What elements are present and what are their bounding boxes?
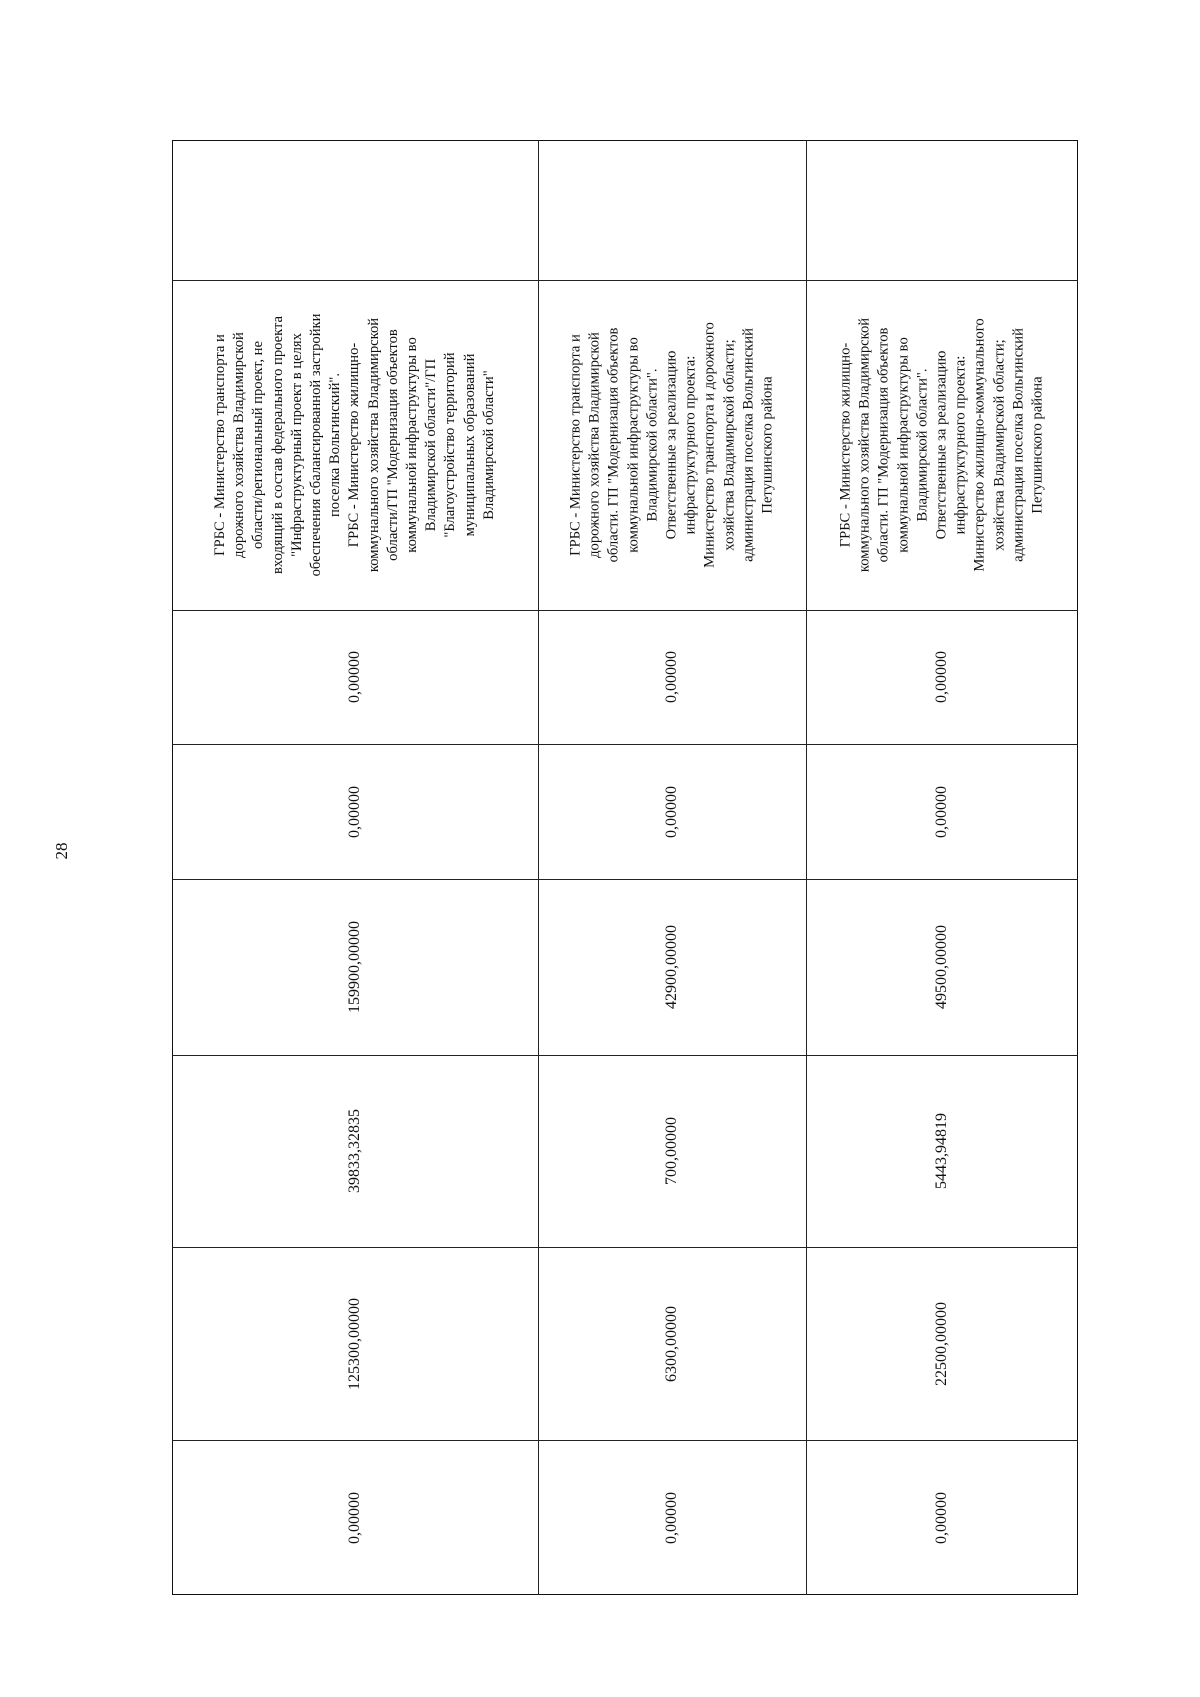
table-cell-value: 5443,94819 (933, 1113, 950, 1189)
table-cell-description: ГРБС - Министерство транспорта и дорожного хозяйства Владимирской области. ГП "Модернизация объектов коммунальной инфраструктуры во Владимирской области". Ответственные за реализацию инфраструктурного проекта: Министерство транспорта и дорожного хозяйства Владимирской области; администрация поселка Вольгинский Петушинского района (567, 322, 776, 568)
table-cell-value: 0,00000 (933, 651, 950, 703)
table-cell-last (806, 140, 1078, 280)
table-cell-value: 49500,00000 (933, 925, 950, 1009)
table-cell-value: 0,00000 (933, 785, 950, 838)
table-cell-value: 0,00000 (663, 1491, 680, 1544)
table-cell-description: ГРБС - Министерство транспорта и дорожного хозяйства Владимирской области/региональный проект, не входящий в состав федерального проекта "Инфраструктурный проект в целях обеспечения сбалансированной застройки поселка Вольгинский". ГРБС - Министерство жилищно- коммунального хозяйства Владимирской области/ГП "Модернизация объектов коммунальной инфраструктуры во Владимирской области"/ГП "Благоустройство территорий муниципальных образований Владимирской области" (211, 313, 497, 577)
table-cell-value: 700,00000 (663, 1117, 680, 1185)
table-cell-value: 39833,32835 (346, 1109, 363, 1193)
table-cell-value: 22500,00000 (933, 1301, 950, 1386)
table-cell-value: 0,00000 (663, 651, 680, 703)
page-number: 28 (52, 842, 71, 860)
table-cell-value: 125300,00000 (346, 1297, 363, 1390)
table-cell-value: 0,00000 (663, 785, 680, 838)
table-cell-value: 42900,00000 (663, 925, 680, 1009)
table-cell-description: ГРБС - Министерство жилищно- коммунального хозяйства Владимирской области. ГП "Модернизация объектов коммунальной инфраструктуры во Владимирской области". Ответственные за реализацию инфраструктурного проекта: Министерство жилищно-коммунального хозяйства Владимирской области; администрация поселка Вольгинский Петушинского района (837, 317, 1046, 573)
table-cell-value: 0,00000 (346, 1491, 363, 1544)
table-cell-value: 0,00000 (346, 785, 363, 838)
table-cell-last (538, 140, 806, 280)
table-cell-value: 0,00000 (346, 651, 363, 703)
table-cell-last (172, 140, 538, 280)
table-cell-value: 6300,00000 (663, 1305, 680, 1382)
table-cell-value: 0,00000 (933, 1491, 950, 1544)
table-cell-value: 159900,00000 (346, 921, 363, 1013)
